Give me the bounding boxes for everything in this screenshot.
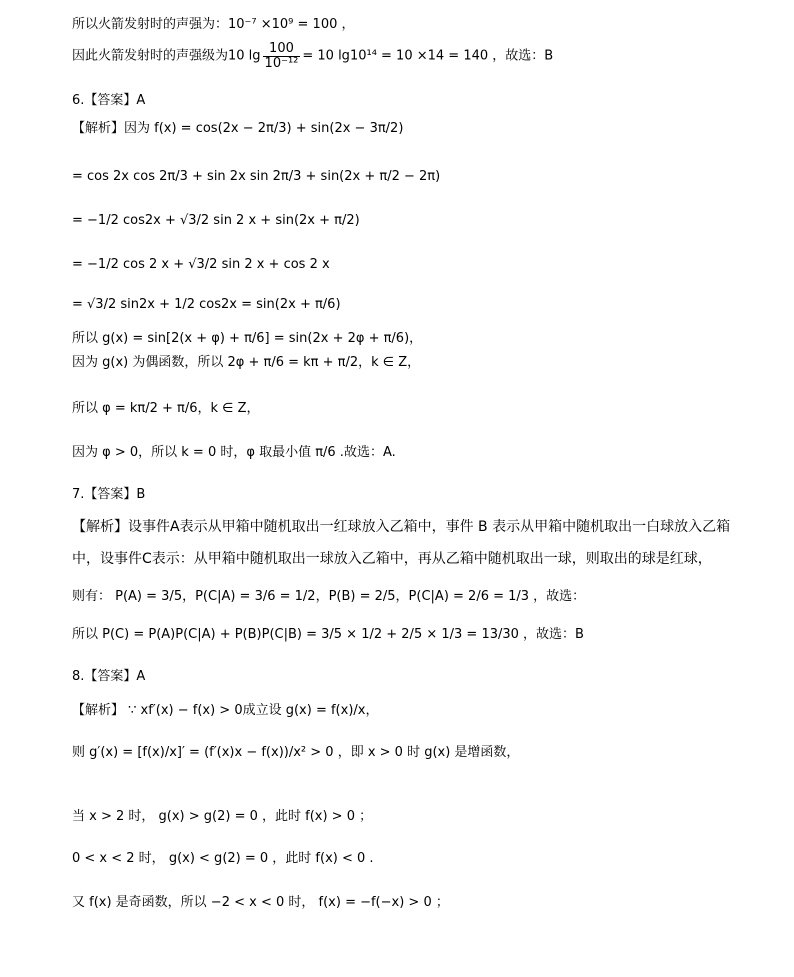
q7-analysis-line-3: 则有： P(A) = 3/5，P(C|A) = 3/6 = 1/2，P(B) = 2/5，P(C|A) = 2/6 = 1/3 ，故选：	[72, 589, 586, 604]
q8-analysis-line-5: 又 f(x) 是奇函数，所以 −2 < x < 0 时， f(x) = −f(−x) > 0 ；	[72, 895, 449, 910]
q6-analysis-line-4: = −1/2 cos 2 x + √3/2 sin 2 x + cos 2 x	[72, 257, 330, 272]
line-sound-level-pre: 因此火箭发射时的声强级为10 lg	[72, 48, 261, 64]
line-sound-level	[72, 42, 553, 70]
q8-analysis-line-2: 则 g′(x) = [f(x)/x]′ = (f′(x)x − f(x))/x² > 0 ，即 x > 0 时 g(x) 是增函数，	[72, 745, 520, 760]
q6-analysis-line-7: 因为 g(x) 为偶函数，所以 2φ + π/6 = kπ + π/2，k ∈ Z，	[72, 355, 421, 370]
q8-answer-heading: 8.【答案】A	[72, 669, 146, 684]
fraction-numerator: 100	[263, 42, 301, 57]
q6-analysis-line-5: = √3/2 sin2x + 1/2 cos2x = sin(2x + π/6)	[72, 297, 341, 312]
q6-analysis-line-2: = cos 2x cos 2π/3 + sin 2x sin 2π/3 + sin(2x + π/2 − 2π)	[72, 169, 441, 184]
q7-analysis-line-1: 【解析】设事件A表示从甲箱中随机取出一红球放入乙箱中，事件 B 表示从甲箱中随机取出一白球放入乙箱	[72, 519, 731, 535]
q7-analysis-line-4: 所以 P(C) = P(A)P(C|A) + P(B)P(C|B) = 3/5 × 1/2 + 2/5 × 1/3 = 13/30 ，故选：B	[72, 627, 584, 642]
line-sound-intensity: 所以火箭发射时的声强为：10⁻⁷ ×10⁹ = 100 ，	[72, 17, 355, 32]
q8-analysis-line-4: 0 < x < 2 时， g(x) < g(2) = 0 ，此时 f(x) < 0 .	[72, 851, 374, 866]
q7-answer-heading: 7.【答案】B	[72, 487, 146, 502]
q6-answer-heading: 6.【答案】A	[72, 93, 146, 108]
q6-analysis-line-8: 所以 φ = kπ/2 + π/6，k ∈ Z，	[72, 401, 260, 416]
q7-analysis-line-2: 中，设事件C表示：从甲箱中随机取出一球放入乙箱中，再从乙箱中随机取出一球，则取出的球是红球，	[72, 551, 712, 567]
q6-analysis-line-3: = −1/2 cos2x + √3/2 sin 2 x + sin(2x + π/2)	[72, 213, 360, 228]
line-sound-level-post: = 10 lg10¹⁴ = 10 ×14 = 140 ，故选：B	[302, 48, 554, 64]
q6-analysis-line-9: 因为 φ > 0，所以 k = 0 时，φ 取最小值 π/6 .故选：A.	[72, 445, 396, 460]
q8-analysis-line-1: 【解析】 ∵ xf′(x) − f(x) > 0成立设 g(x) = f(x)/x，	[72, 703, 379, 718]
q6-analysis-line-1: 【解析】因为 f(x) = cos(2x − 2π/3) + sin(2x − 3π/2)	[72, 121, 404, 136]
fraction	[263, 42, 301, 70]
q6-analysis-line-6: 所以 g(x) = sin[2(x + φ) + π/6] = sin(2x + 2φ + π/6)，	[72, 331, 423, 346]
q8-analysis-line-3: 当 x > 2 时， g(x) > g(2) = 0 ，此时 f(x) > 0 ；	[72, 809, 373, 824]
fraction-denominator: 10⁻¹²	[264, 55, 299, 71]
